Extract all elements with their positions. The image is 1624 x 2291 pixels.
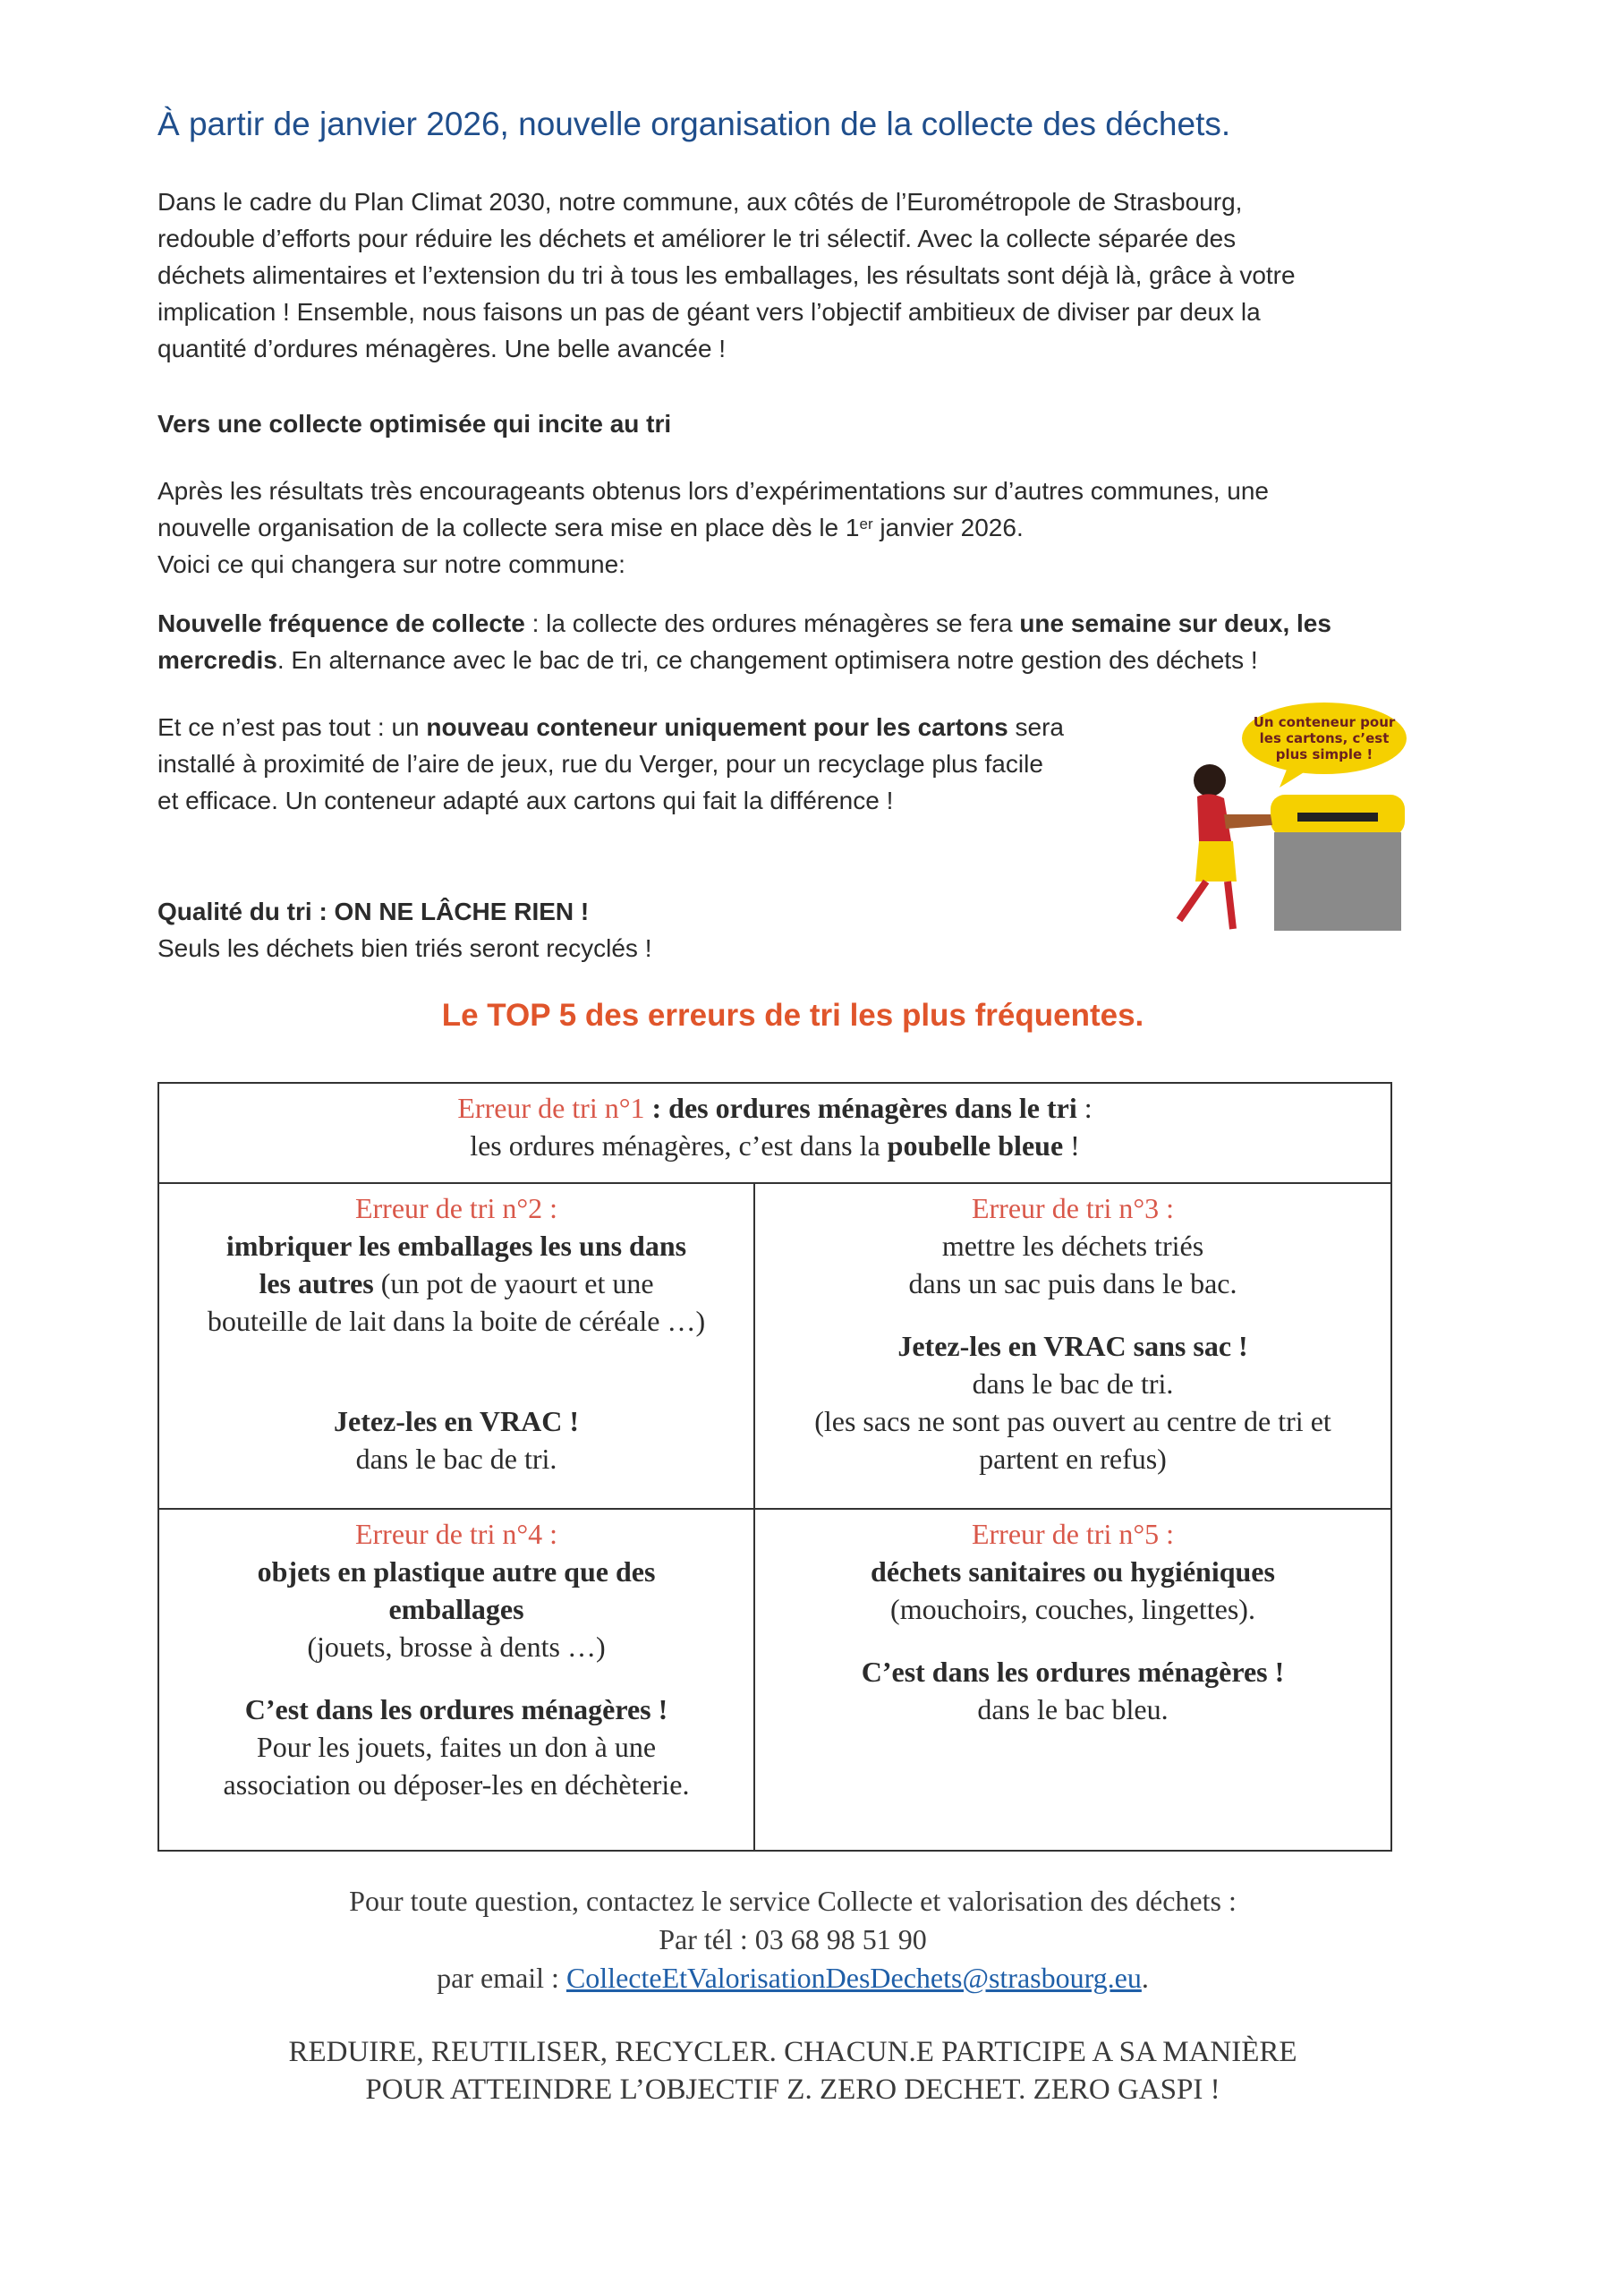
intro-paragraph [157,183,1428,367]
paragraph-line: Après les résultats très encourageants obtenus lors d’expérimentations sur d’autres communes, une [157,477,1269,505]
person-head [1194,764,1226,796]
container-slot [1297,813,1378,822]
cell-line: (jouets, brosse à dents …) [307,1631,606,1663]
cell-line: dans un sac puis dans le bac. [908,1267,1237,1299]
cell-line: dans le bac de tri. [355,1443,557,1475]
error-cell-1 [159,1084,1390,1184]
contact-email-line [157,1959,1428,1997]
intro-line: Dans le cadre du Plan Climat 2030, notre commune, aux côtés de l’Eurométropole de Strasbourg, [157,188,1243,216]
sorting-errors-table [157,1082,1392,1852]
text-segment: les ordures ménagères, c’est dans la [470,1129,888,1162]
error-bold: emballages [388,1593,524,1625]
page-title: À partir de janvier 2026, nouvelle organisation de la collecte des déchets. [157,106,1231,142]
quality-heading: Qualité du tri : ON NE LÂCHE RIEN ! [157,898,590,925]
error-cell-4 [159,1510,755,1850]
carton-box [1224,814,1272,829]
motto-line: REDUIRE, REUTILISER, RECYCLER. CHACUN.E PARTICIPE A SA MANIÈRE [288,2036,1297,2068]
error-label: Erreur de tri n°4 : [354,1518,558,1550]
cell-line [168,1265,744,1302]
paragraph-line [157,709,1169,745]
error-bold: C’est dans les ordures ménagères ! [244,1693,668,1725]
cell-line: partent en refus) [979,1443,1167,1475]
error-bold: Jetez-les en VRAC ! [334,1405,579,1437]
error-bold: déchets sanitaires ou hygiéniques [871,1555,1275,1588]
superscript: er [859,515,873,532]
frequency-paragraph [157,605,1428,678]
cell-line [159,1127,1390,1164]
paragraph-line [157,509,1428,546]
contact-line: Pour toute question, contactez le service Collecte et valorisation des déchets : [349,1885,1237,1917]
quality-paragraph [157,893,1428,967]
error-bold: imbriquer les emballages les uns dans [225,1230,687,1262]
paragraph-line: installé à proximité de l’aire de jeux, rue du Verger, pour un recyclage plus facile [157,750,1043,778]
error-label: Erreur de tri n°5 : [971,1518,1175,1550]
paragraph-line: et efficace. Un conteneur adapté aux cartons qui fait la différence ! [157,787,894,814]
intro-line: quantité d’ordures ménagères. Une belle avancée ! [157,335,727,362]
cell-line: (les sacs ne sont pas ouvert au centre de tri et [814,1405,1331,1437]
cell-line: dans le bac de tri. [972,1367,1174,1400]
contact-phone-line [157,1921,1428,1959]
intro-line: déchets alimentaires et l’extension du tri à tous les emballages, les résultats sont déjà là, grâce à votre [157,261,1296,289]
contact-block [157,1882,1428,1997]
quality-text: Seuls les déchets bien triés seront recyclés ! [157,934,652,962]
phone-number[interactable]: 03 68 98 51 90 [754,1923,927,1955]
error-label: Erreur de tri n°2 : [354,1192,558,1224]
bubble-text: les cartons, c’est [1259,730,1390,746]
paragraph-line: Voici ce qui changera sur notre commune: [157,550,625,578]
text-segment: : [1076,1092,1093,1124]
error-cell-2 [159,1184,755,1510]
text-segment: . En alternance avec le bac de tri, ce changement optimisera notre gestion des déchets ! [276,646,1258,674]
error-bold: les autres [259,1267,374,1299]
error-label: Erreur de tri n°1 [457,1092,645,1124]
intro-line: implication ! Ensemble, nous faisons un pas de géant vers l’objectif ambitieux de diviser par deux la [157,298,1261,326]
error-cell-3 [755,1184,1390,1510]
person-trousers [1195,841,1237,881]
text-segment: nouvelle organisation de la collecte sera mise en place dès le 1 [157,514,860,541]
email-label: par email : [437,1962,566,1994]
cell-line [159,1089,1390,1127]
error-cell-5 [755,1510,1390,1850]
bubble-text: Un conteneur pour [1253,714,1396,730]
frequency-label: Nouvelle fréquence de collecte [157,609,525,637]
text-segment: ! [1063,1129,1080,1162]
error-label: Erreur de tri n°3 : [971,1192,1175,1224]
motto-block [157,2033,1428,2108]
motto-line: POUR ATTEINDRE L’OBJECTIF Z. ZERO DECHET. ZERO GASPI ! [365,2074,1220,2106]
bubble-text: plus simple ! [1275,746,1373,762]
carton-paragraph [157,709,1169,819]
frequency-bold: une semaine sur deux, les [1019,609,1331,637]
email-link[interactable]: CollecteEtValorisationDesDechets@strasbourg.eu [565,1962,1142,1994]
cell-line: bouteille de lait dans la boite de céréale …) [207,1305,706,1337]
cell-line: mettre les déchets triés [941,1230,1204,1262]
intro-line: redouble d’efforts pour réduire les déchets et améliorer le tri sélectif. Avec la collecte séparée des [157,225,1237,252]
text-segment: Et ce n’est pas tout : un [157,713,427,741]
text-segment: : la collecte des ordures ménagères se fera [524,609,1020,637]
section-subheading: Vers une collecte optimisée qui incite au tri [157,410,672,438]
error-bold: objets en plastique autre que des [257,1555,656,1588]
cell-line: association ou déposer-les en déchèterie. [223,1768,690,1801]
top5-heading: Le TOP 5 des erreurs de tri les plus fréquentes. [441,998,1144,1033]
error-bold: poubelle bleue [887,1129,1064,1162]
text-segment: sera [1008,713,1064,741]
text-segment: . [1141,1962,1149,1994]
carton-bold: nouveau conteneur uniquement pour les cartons [426,713,1008,741]
error-bold: Jetez-les en VRAC sans sac ! [897,1330,1248,1362]
error-bold: : des ordures ménagères dans le tri [644,1092,1077,1124]
frequency-day: mercredis [157,646,277,674]
cell-line: (mouchoirs, couches, lingettes). [890,1593,1255,1625]
text-segment: janvier 2026. [872,514,1024,541]
cell-line: Pour les jouets, faites un don à une [256,1731,657,1763]
cell-line: dans le bac bleu. [977,1693,1169,1725]
new-organisation-paragraph [157,473,1428,583]
text-segment: (un pot de yaourt et une [373,1267,654,1299]
error-bold: C’est dans les ordures ménagères ! [861,1656,1285,1688]
phone-label: Par tél : [659,1923,755,1955]
